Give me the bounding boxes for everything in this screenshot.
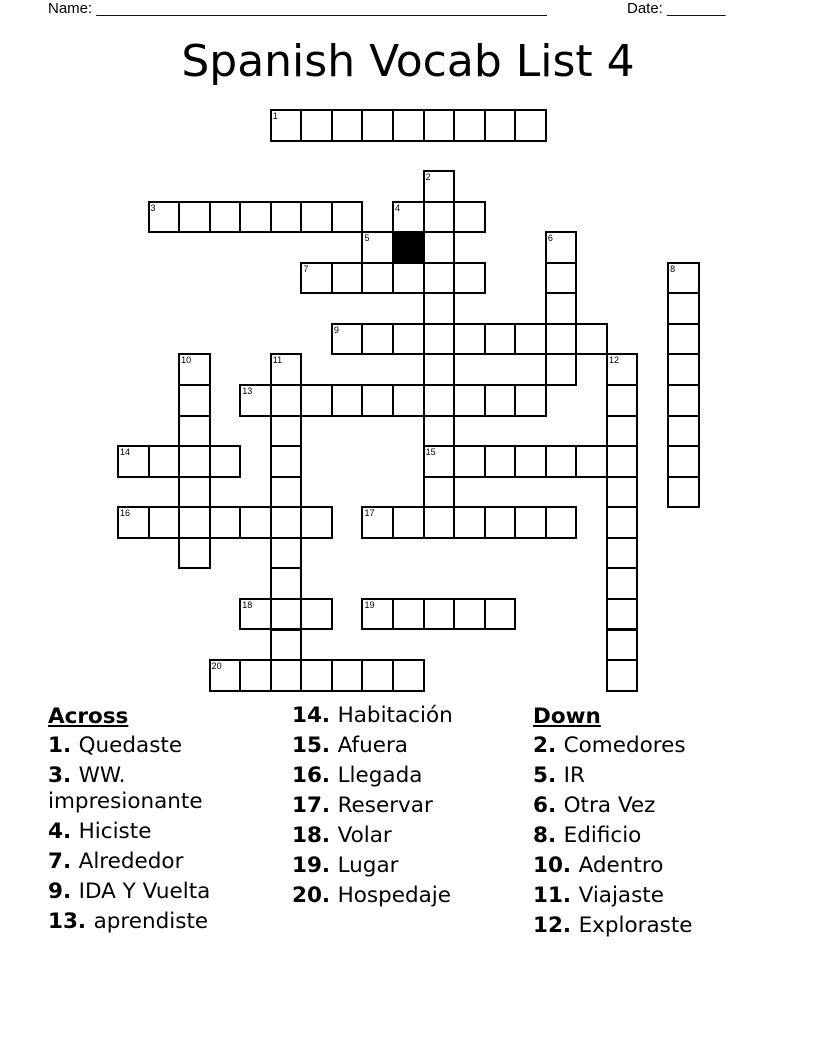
clue-number: 9 xyxy=(48,879,63,904)
grid-cell[interactable] xyxy=(514,506,547,539)
grid-cell[interactable] xyxy=(667,384,700,417)
clue-text: Exploraste xyxy=(578,913,693,938)
cell-number: 15 xyxy=(425,447,436,458)
across-clue xyxy=(48,879,253,905)
cell-number: 2 xyxy=(425,172,431,183)
grid-cell[interactable] xyxy=(484,445,517,478)
grid-cell[interactable] xyxy=(361,323,394,356)
grid-cell[interactable] xyxy=(667,353,700,386)
cell-number: 8 xyxy=(670,263,676,274)
grid-cell[interactable] xyxy=(361,231,394,264)
across-clue xyxy=(48,849,253,875)
clue-number: 12 xyxy=(533,913,563,938)
across-heading: Across xyxy=(48,704,129,729)
grid-cell[interactable] xyxy=(667,476,700,509)
cell-number: 20 xyxy=(211,661,222,672)
clue-number: 16 xyxy=(292,763,322,788)
clue-dot: . xyxy=(562,913,579,938)
grid-cell[interactable] xyxy=(300,506,333,539)
clue-number: 6 xyxy=(533,793,548,818)
cell-number: 11 xyxy=(272,355,283,366)
clue-text: aprendiste xyxy=(93,909,209,934)
clue-number: 3 xyxy=(48,763,63,788)
grid-cell[interactable] xyxy=(361,384,394,417)
grid-cell[interactable] xyxy=(392,506,425,539)
down-clue xyxy=(533,733,773,759)
grid-cell[interactable] xyxy=(606,445,639,478)
down-clue xyxy=(533,883,773,909)
grid-cell[interactable] xyxy=(331,659,364,692)
grid-cell[interactable] xyxy=(239,506,272,539)
grid-cell[interactable] xyxy=(270,598,303,631)
grid-cell[interactable] xyxy=(361,598,394,631)
grid-cell[interactable] xyxy=(484,598,517,631)
grid-cell[interactable] xyxy=(667,323,700,356)
clue-dot: . xyxy=(62,733,79,758)
grid-cell[interactable] xyxy=(423,109,456,142)
down-heading: Down xyxy=(533,704,601,729)
grid-cell[interactable] xyxy=(423,598,456,631)
clue-text: Afuera xyxy=(337,733,408,758)
grid-cell[interactable] xyxy=(270,537,303,570)
clue-dot: . xyxy=(321,733,338,758)
cell-number: 10 xyxy=(181,355,192,366)
grid-cell[interactable] xyxy=(453,445,486,478)
grid-cell[interactable] xyxy=(423,231,456,264)
grid-cell[interactable] xyxy=(361,262,394,295)
clue-dot: . xyxy=(62,763,79,788)
grid-cell[interactable] xyxy=(331,323,364,356)
clue-text: Otra Vez xyxy=(563,793,656,818)
across-clue xyxy=(292,853,512,879)
grid-cell[interactable] xyxy=(575,445,608,478)
grid-cell[interactable] xyxy=(361,109,394,142)
grid-cell[interactable] xyxy=(209,445,242,478)
name-label: Name: xyxy=(48,0,93,17)
grid-cell[interactable] xyxy=(545,323,578,356)
grid-cell[interactable] xyxy=(423,384,456,417)
across-clues-col1 xyxy=(48,703,253,939)
clue-text: Alrededor xyxy=(78,849,184,874)
grid-cell[interactable] xyxy=(423,170,456,203)
cell-number: 19 xyxy=(364,599,375,610)
clue-number: 11 xyxy=(533,883,563,908)
grid-cell[interactable] xyxy=(667,262,700,295)
grid-cell[interactable] xyxy=(300,659,333,692)
grid-cell[interactable] xyxy=(453,201,486,234)
grid-cell[interactable] xyxy=(423,353,456,386)
clue-dot: . xyxy=(562,883,579,908)
across-clue xyxy=(292,703,512,729)
cell-number: 9 xyxy=(333,324,339,335)
grid-cell[interactable] xyxy=(667,415,700,448)
clue-number: 15 xyxy=(292,733,322,758)
grid-cell[interactable] xyxy=(239,384,272,417)
grid-cell[interactable] xyxy=(423,415,456,448)
grid-cell[interactable] xyxy=(453,262,486,295)
grid-cell[interactable] xyxy=(545,506,578,539)
grid-cell[interactable] xyxy=(423,201,456,234)
grid-cell[interactable] xyxy=(239,201,272,234)
grid-cell[interactable] xyxy=(453,384,486,417)
grid-cell[interactable] xyxy=(178,201,211,234)
grid-cell[interactable] xyxy=(148,445,181,478)
grid-cell[interactable] xyxy=(178,353,211,386)
date-field[interactable] xyxy=(627,0,725,17)
grid-cell[interactable] xyxy=(423,292,456,325)
name-blank: ______________________________________________________ xyxy=(96,0,547,17)
across-clue xyxy=(292,883,512,909)
grid-cell[interactable] xyxy=(392,598,425,631)
clue-number: 20 xyxy=(292,883,322,908)
grid-cell[interactable] xyxy=(606,384,639,417)
cell-number: 6 xyxy=(547,233,553,244)
cell-number: 14 xyxy=(120,447,131,458)
grid-cell[interactable] xyxy=(423,323,456,356)
grid-cell[interactable] xyxy=(300,384,333,417)
across-clue xyxy=(48,763,253,815)
grid-cell[interactable] xyxy=(606,598,639,631)
across-clue xyxy=(48,909,253,935)
clue-text: WW. impresionante xyxy=(48,763,203,814)
grid-cell[interactable] xyxy=(270,659,303,692)
grid-cell[interactable] xyxy=(392,323,425,356)
date-label: Date: xyxy=(627,0,663,17)
grid-cell[interactable] xyxy=(392,384,425,417)
clue-dot: . xyxy=(77,909,94,934)
down-clues xyxy=(533,703,773,943)
grid-cell[interactable] xyxy=(484,506,517,539)
grid-cell[interactable] xyxy=(392,262,425,295)
across-clues-col2 xyxy=(292,703,512,913)
grid-cell[interactable] xyxy=(270,445,303,478)
grid-cell[interactable] xyxy=(667,292,700,325)
grid-cell[interactable] xyxy=(392,109,425,142)
clue-text: Adentro xyxy=(578,853,664,878)
grid-cell[interactable] xyxy=(423,476,456,509)
clue-dot: . xyxy=(562,853,579,878)
across-clue xyxy=(292,733,512,759)
across-clue xyxy=(292,823,512,849)
grid-cell[interactable] xyxy=(606,537,639,570)
clue-dot: . xyxy=(321,823,338,848)
grid-cell[interactable] xyxy=(392,659,425,692)
clue-number: 1 xyxy=(48,733,63,758)
grid-cell[interactable] xyxy=(239,659,272,692)
clue-number: 5 xyxy=(533,763,548,788)
grid-cell[interactable] xyxy=(331,262,364,295)
clue-text: Hiciste xyxy=(78,819,152,844)
grid-cell[interactable] xyxy=(270,415,303,448)
grid-cell[interactable] xyxy=(178,384,211,417)
grid-cell[interactable] xyxy=(545,353,578,386)
grid-cell[interactable] xyxy=(606,476,639,509)
across-clue xyxy=(48,819,253,845)
clue-dot: . xyxy=(321,763,338,788)
cell-number: 17 xyxy=(364,508,375,519)
grid-cell[interactable] xyxy=(331,384,364,417)
grid-cell[interactable] xyxy=(239,598,272,631)
grid-cell[interactable] xyxy=(606,659,639,692)
grid-cell[interactable] xyxy=(270,353,303,386)
clue-text: Hospedaje xyxy=(337,883,451,908)
grid-cell[interactable] xyxy=(331,201,364,234)
down-clue xyxy=(533,913,773,939)
clue-dot: . xyxy=(547,823,564,848)
across-clue xyxy=(48,733,253,759)
cell-number: 16 xyxy=(120,508,131,519)
grid-cell[interactable] xyxy=(423,506,456,539)
grid-cell[interactable] xyxy=(606,567,639,600)
grid-cell[interactable] xyxy=(178,445,211,478)
clue-number: 19 xyxy=(292,853,322,878)
grid-cell[interactable] xyxy=(545,292,578,325)
grid-cell[interactable] xyxy=(667,445,700,478)
grid-cell[interactable] xyxy=(331,109,364,142)
cell-number: 18 xyxy=(242,599,253,610)
grid-cell[interactable] xyxy=(423,262,456,295)
grid-cell[interactable] xyxy=(514,384,547,417)
across-clue xyxy=(292,793,512,819)
grid-cell[interactable] xyxy=(545,262,578,295)
grid-cell[interactable] xyxy=(117,445,150,478)
cell-number: 1 xyxy=(272,111,278,121)
grid-cell[interactable] xyxy=(209,201,242,234)
clue-text: Viajaste xyxy=(578,883,664,908)
grid-cell[interactable] xyxy=(270,201,303,234)
grid-cell[interactable] xyxy=(270,567,303,600)
grid-cell[interactable] xyxy=(453,323,486,356)
page-title: Spanish Vocab List 4 xyxy=(181,36,635,87)
down-clue xyxy=(533,853,773,879)
clue-number: 2 xyxy=(533,733,548,758)
grid-cell[interactable] xyxy=(484,384,517,417)
clue-dot: . xyxy=(321,793,338,818)
grid-cell[interactable] xyxy=(423,445,456,478)
clue-text: Reservar xyxy=(337,793,433,818)
cell-number: 4 xyxy=(395,202,401,213)
grid-cell[interactable] xyxy=(300,598,333,631)
clue-dot: . xyxy=(547,793,564,818)
grid-cell[interactable] xyxy=(117,506,150,539)
black-cell xyxy=(392,231,425,264)
clue-number: 13 xyxy=(48,909,78,934)
grid-cell[interactable] xyxy=(270,476,303,509)
clue-number: 18 xyxy=(292,823,322,848)
grid-cell[interactable] xyxy=(453,598,486,631)
date-blank: _______ xyxy=(667,0,726,17)
clue-number: 10 xyxy=(533,853,563,878)
grid-cell[interactable] xyxy=(514,445,547,478)
grid-cell[interactable] xyxy=(545,445,578,478)
grid-cell[interactable] xyxy=(484,323,517,356)
cell-number: 5 xyxy=(364,233,370,244)
clue-dot: . xyxy=(547,733,564,758)
clue-dot: . xyxy=(321,703,338,728)
clue-text: Comedores xyxy=(563,733,686,758)
grid-cell[interactable] xyxy=(178,476,211,509)
grid-cell[interactable] xyxy=(178,415,211,448)
clue-dot: . xyxy=(321,853,338,878)
grid-cell[interactable] xyxy=(514,109,547,142)
clue-text: Lugar xyxy=(337,853,399,878)
grid-cell[interactable] xyxy=(270,384,303,417)
grid-cell[interactable] xyxy=(270,629,303,662)
down-clue xyxy=(533,793,773,819)
grid-cell[interactable] xyxy=(606,353,639,386)
grid-cell[interactable] xyxy=(270,109,303,142)
down-clue xyxy=(533,763,773,789)
grid-cell[interactable] xyxy=(178,506,211,539)
grid-cell[interactable] xyxy=(148,201,181,234)
down-clue xyxy=(533,823,773,849)
clue-dot: . xyxy=(62,879,79,904)
clue-number: 4 xyxy=(48,819,63,844)
grid-cell[interactable] xyxy=(209,659,242,692)
grid-cell[interactable] xyxy=(514,323,547,356)
name-field[interactable] xyxy=(48,0,547,17)
clue-dot: . xyxy=(321,883,338,908)
grid-cell[interactable] xyxy=(453,506,486,539)
clue-text: Quedaste xyxy=(78,733,183,758)
cell-number: 7 xyxy=(303,263,309,274)
clue-text: Edificio xyxy=(563,823,642,848)
grid-cell[interactable] xyxy=(484,109,517,142)
grid-cell[interactable] xyxy=(453,109,486,142)
clue-dot: . xyxy=(62,819,79,844)
clue-text: Habitación xyxy=(337,703,453,728)
grid-cell[interactable] xyxy=(300,109,333,142)
across-clue xyxy=(292,763,512,789)
clue-number: 7 xyxy=(48,849,63,874)
clue-number: 17 xyxy=(292,793,322,818)
grid-cell[interactable] xyxy=(300,262,333,295)
grid-cell[interactable] xyxy=(270,506,303,539)
cell-number: 3 xyxy=(150,202,156,213)
grid-cell[interactable] xyxy=(300,201,333,234)
grid-cell[interactable] xyxy=(606,506,639,539)
clue-dot: . xyxy=(62,849,79,874)
clue-dot: . xyxy=(547,763,564,788)
grid-cell[interactable] xyxy=(361,506,394,539)
grid-cell[interactable] xyxy=(209,506,242,539)
grid-cell[interactable] xyxy=(606,629,639,662)
clue-text: IDA Y Vuelta xyxy=(78,879,211,904)
clue-number: 14 xyxy=(292,703,322,728)
grid-cell[interactable] xyxy=(148,506,181,539)
cell-number: 13 xyxy=(242,386,253,397)
cell-number: 12 xyxy=(608,355,619,366)
grid-cell[interactable] xyxy=(606,415,639,448)
grid-cell[interactable] xyxy=(545,231,578,264)
clue-text: IR xyxy=(563,763,585,788)
clue-text: Volar xyxy=(337,823,392,848)
grid-cell[interactable] xyxy=(575,323,608,356)
clue-number: 8 xyxy=(533,823,548,848)
grid-cell[interactable] xyxy=(392,201,425,234)
grid-cell[interactable] xyxy=(361,659,394,692)
grid-cell[interactable] xyxy=(178,537,211,570)
clue-text: Llegada xyxy=(337,763,423,788)
